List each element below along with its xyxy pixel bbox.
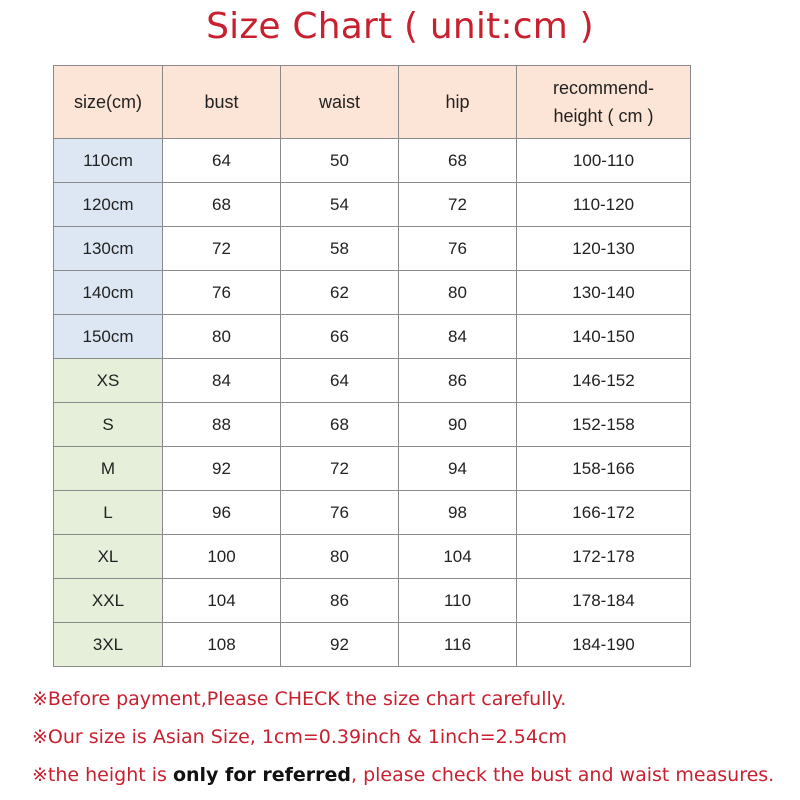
table-row xyxy=(54,315,691,359)
table-row xyxy=(54,139,691,183)
waist-cell: 54 xyxy=(281,183,399,227)
height-cell: 120-130 xyxy=(517,227,691,271)
note-height-suffix: , please check the bust and waist measures. xyxy=(351,764,775,786)
height-cell: 166-172 xyxy=(517,491,691,535)
size-cell: 150cm xyxy=(54,315,163,359)
hip-cell: 116 xyxy=(399,623,517,667)
hip-cell: 94 xyxy=(399,447,517,491)
hip-cell: 110 xyxy=(399,579,517,623)
size-cell: M xyxy=(54,447,163,491)
header-size: size(cm) xyxy=(54,66,163,139)
hip-cell: 76 xyxy=(399,227,517,271)
table-row xyxy=(54,535,691,579)
bust-cell: 100 xyxy=(163,535,281,579)
size-cell: 3XL xyxy=(54,623,163,667)
size-cell: 120cm xyxy=(54,183,163,227)
height-cell: 152-158 xyxy=(517,403,691,447)
notes-section xyxy=(32,680,800,794)
hip-cell: 72 xyxy=(399,183,517,227)
bust-cell: 92 xyxy=(163,447,281,491)
note-check-chart: ※Before payment,Please CHECK the size chart carefully. xyxy=(32,688,567,710)
height-cell: 130-140 xyxy=(517,271,691,315)
header-hip: hip xyxy=(399,66,517,139)
table-row xyxy=(54,447,691,491)
table-row xyxy=(54,183,691,227)
height-cell: 158-166 xyxy=(517,447,691,491)
waist-cell: 92 xyxy=(281,623,399,667)
page-title: Size Chart ( unit:cm ) xyxy=(206,6,594,47)
table-row xyxy=(54,359,691,403)
hip-cell: 90 xyxy=(399,403,517,447)
size-cell: 140cm xyxy=(54,271,163,315)
size-cell: XS xyxy=(54,359,163,403)
size-cell: 110cm xyxy=(54,139,163,183)
table-body xyxy=(54,139,691,667)
bust-cell: 72 xyxy=(163,227,281,271)
waist-cell: 68 xyxy=(281,403,399,447)
waist-cell: 76 xyxy=(281,491,399,535)
note-height-prefix: ※the height is xyxy=(32,764,173,786)
size-cell: 130cm xyxy=(54,227,163,271)
table-row xyxy=(54,491,691,535)
height-cell: 172-178 xyxy=(517,535,691,579)
height-cell: 178-184 xyxy=(517,579,691,623)
hip-cell: 86 xyxy=(399,359,517,403)
header-bust: bust xyxy=(163,66,281,139)
hip-cell: 80 xyxy=(399,271,517,315)
hip-cell: 98 xyxy=(399,491,517,535)
waist-cell: 58 xyxy=(281,227,399,271)
header-recommend-line2: height ( cm ) xyxy=(553,106,654,126)
bust-cell: 80 xyxy=(163,315,281,359)
note-height-reference xyxy=(32,756,800,794)
table-row xyxy=(54,271,691,315)
table-row xyxy=(54,403,691,447)
height-cell: 184-190 xyxy=(517,623,691,667)
size-cell: XXL xyxy=(54,579,163,623)
table-row xyxy=(54,623,691,667)
size-cell: XL xyxy=(54,535,163,579)
waist-cell: 72 xyxy=(281,447,399,491)
bust-cell: 108 xyxy=(163,623,281,667)
header-recommend-line1: recommend- xyxy=(552,78,655,98)
bust-cell: 88 xyxy=(163,403,281,447)
size-cell: L xyxy=(54,491,163,535)
header-recommend-height xyxy=(517,66,691,139)
bust-cell: 104 xyxy=(163,579,281,623)
table-row xyxy=(54,579,691,623)
hip-cell: 84 xyxy=(399,315,517,359)
size-cell: S xyxy=(54,403,163,447)
header-waist: waist xyxy=(281,66,399,139)
waist-cell: 80 xyxy=(281,535,399,579)
bust-cell: 76 xyxy=(163,271,281,315)
bust-cell: 96 xyxy=(163,491,281,535)
height-cell: 140-150 xyxy=(517,315,691,359)
note-height-emphasis: only for referred xyxy=(172,764,352,786)
table-header-row xyxy=(54,66,691,139)
bust-cell: 64 xyxy=(163,139,281,183)
waist-cell: 50 xyxy=(281,139,399,183)
bust-cell: 68 xyxy=(163,183,281,227)
height-cell: 110-120 xyxy=(517,183,691,227)
hip-cell: 104 xyxy=(399,535,517,579)
waist-cell: 66 xyxy=(281,315,399,359)
waist-cell: 86 xyxy=(281,579,399,623)
height-cell: 100-110 xyxy=(517,139,691,183)
bust-cell: 84 xyxy=(163,359,281,403)
hip-cell: 68 xyxy=(399,139,517,183)
note-asian-size: ※Our size is Asian Size, 1cm=0.39inch & 1inch=2.54cm xyxy=(32,726,567,748)
waist-cell: 62 xyxy=(281,271,399,315)
height-cell: 146-152 xyxy=(517,359,691,403)
table-row xyxy=(54,227,691,271)
waist-cell: 64 xyxy=(281,359,399,403)
size-chart-table xyxy=(53,65,691,667)
